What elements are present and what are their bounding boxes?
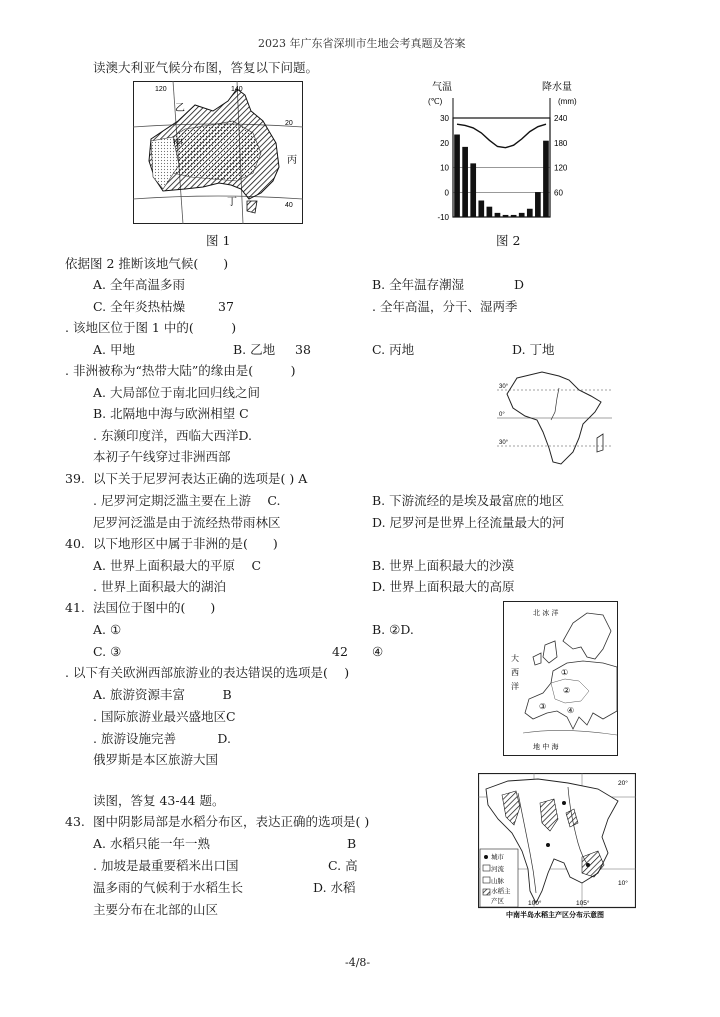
q41-option-d: ④ bbox=[372, 644, 384, 659]
left-tick-1: 20 bbox=[440, 138, 449, 148]
precip-bar-8 bbox=[511, 215, 517, 217]
q38-option-c: . 东濒印度洋，西临大西洋D. bbox=[93, 428, 252, 443]
q36-option-c: C. 全年炎热枯燥 bbox=[93, 299, 186, 314]
se-lat-20: 20° bbox=[618, 780, 628, 787]
marker-4: ④ bbox=[567, 706, 575, 715]
q39-option-a: . 尼罗河定期泛滥主要在上游 C. bbox=[93, 493, 281, 508]
se-lon-105: 105° bbox=[576, 900, 590, 907]
q36-option-d-letter: D bbox=[514, 277, 525, 292]
fig1-lon-120: 120 bbox=[155, 86, 167, 93]
q39-option-c: 尼罗河泛滥是由于流经热带雨林区 bbox=[93, 515, 281, 530]
intro-text: 读澳大利亚气候分布图，答复以下问题。 bbox=[93, 60, 319, 75]
right-tick-2: 120 bbox=[554, 163, 568, 173]
read-instruction: 读图，答复 43-44 题。 bbox=[93, 793, 225, 808]
q40-option-d: D. 世界上面积最大的高原 bbox=[372, 579, 515, 594]
arctic-ocean-label: 北 冰 洋 bbox=[533, 609, 559, 617]
q42-option-b: . 国际旅游业最兴盛地区C bbox=[93, 709, 236, 724]
q42-option-c: . 旅游设施完善 D. bbox=[93, 731, 231, 746]
atlantic-label-3: 洋 bbox=[511, 682, 519, 691]
q38-number: 38 bbox=[295, 342, 311, 357]
q39-stem: 以下关于尼罗河表达正确的选项是( ) A bbox=[93, 471, 308, 486]
q39-option-b: B. 下游流经的是埃及最富庶的地区 bbox=[372, 493, 565, 508]
q37-option-d: D. 丁地 bbox=[512, 342, 555, 357]
marker-2: ② bbox=[563, 686, 571, 695]
fig1-lon-140: 140 bbox=[231, 86, 243, 93]
right-tick-3: 60 bbox=[554, 188, 563, 198]
region-bing: 丙 bbox=[287, 155, 297, 166]
q41-number: 41. bbox=[65, 600, 85, 615]
q41-option-c: C. ③ bbox=[93, 644, 122, 659]
precip-bar-5 bbox=[487, 207, 493, 217]
q43-option-c-letter: C. 高 bbox=[328, 858, 358, 873]
precip-bar-1 bbox=[454, 135, 460, 218]
q38-option-b: B. 北隔地中海与欧洲相望 C bbox=[93, 406, 249, 421]
q43-number: 43. bbox=[65, 814, 85, 829]
fig1-lat-20: 20 bbox=[285, 120, 293, 127]
left-tick-labels bbox=[437, 114, 449, 222]
q42-number: 42 bbox=[332, 644, 348, 659]
q39-option-d: D. 尼罗河是世界上径流量最大的河 bbox=[372, 515, 565, 530]
fig1-lat-40: 40 bbox=[285, 202, 293, 209]
atlantic-label-2: 西 bbox=[511, 668, 519, 677]
region-yi: 乙 bbox=[175, 103, 185, 114]
right-axis-title: 降水量 bbox=[542, 82, 572, 93]
q38-option-d: 本初子午线穿过非洲西部 bbox=[93, 449, 231, 464]
q43-option-c: 温多雨的气候利于水稻生长 bbox=[93, 880, 244, 895]
q37-stem: . 该地区位于图 1 中的( ) bbox=[65, 320, 237, 335]
q39-number: 39. bbox=[65, 471, 85, 486]
se-asia-map-caption: 中南半岛水稻主产区分布示意图 bbox=[506, 910, 604, 919]
q40-option-c: . 世界上面积最大的湖泊 bbox=[93, 579, 226, 594]
page-number: -4/8- bbox=[345, 956, 371, 969]
q40-stem: 以下地形区中属于非洲的是( ) bbox=[93, 536, 278, 551]
legend-rice-2: 产区 bbox=[491, 897, 504, 905]
q43-stem: 图中阴影局部是水稻分布区，表达正确的选项是( ) bbox=[93, 814, 370, 829]
q43-option-b: . 加坡是最重要稻米出口国 bbox=[93, 858, 239, 873]
q41-stem: 法国位于图中的( ) bbox=[93, 600, 216, 615]
q42-option-a: A. 旅游资源丰富 B bbox=[93, 687, 232, 702]
precip-bar-12 bbox=[543, 141, 549, 217]
marker-1: ① bbox=[561, 668, 569, 677]
precip-bar-11 bbox=[535, 192, 541, 217]
atlantic-label-1: 大 bbox=[511, 654, 519, 663]
legend-river: 河流 bbox=[491, 865, 504, 873]
q36-option-a: A. 全年高温多雨 bbox=[93, 277, 185, 292]
marker-3: ③ bbox=[539, 702, 547, 711]
q37-option-b: B. 乙地 bbox=[233, 342, 276, 357]
q40-option-b: B. 世界上面积最大的沙漠 bbox=[372, 558, 515, 573]
q42-option-d: 俄罗斯是本区旅游大国 bbox=[93, 752, 219, 767]
q41-option-a: A. ① bbox=[93, 622, 122, 637]
legend-rice: 水稻主 bbox=[491, 887, 511, 895]
climate-chart bbox=[420, 78, 590, 224]
q36-stem: 依据图 2 推断该地气候( ) bbox=[65, 256, 229, 271]
q36-option-d: . 全年高温，分干、湿两季 bbox=[372, 299, 518, 314]
left-axis-title: 气温 bbox=[432, 82, 452, 93]
precip-bar-4 bbox=[478, 201, 484, 218]
q43-option-a: A. 水稻只能一年一熟 bbox=[93, 836, 210, 851]
fig2-caption: 图 2 bbox=[496, 233, 521, 248]
precip-bar-9 bbox=[519, 213, 525, 217]
region-ding: 丁 bbox=[227, 197, 237, 208]
q43-option-b-letter: B bbox=[347, 836, 357, 851]
q42-stem: . 以下有关欧洲西部旅游业的表达错误的选项是( ) bbox=[65, 665, 350, 680]
q43-option-d-letter: D. 水稻 bbox=[313, 880, 356, 895]
se-lon-100: 100° bbox=[528, 900, 542, 907]
page-header: 2023 年广东省深圳市生地会考真题及答案 bbox=[258, 37, 466, 50]
q37-option-a: A. 甲地 bbox=[93, 342, 135, 357]
precip-bar-3 bbox=[470, 163, 476, 217]
precip-bar-7 bbox=[503, 215, 509, 217]
precip-bar-10 bbox=[527, 209, 533, 217]
left-tick-4: -10 bbox=[437, 213, 449, 222]
legend-city: 城市 bbox=[491, 853, 504, 861]
right-tick-0: 240 bbox=[554, 114, 568, 123]
q37-number: 37 bbox=[218, 299, 234, 314]
q43-option-d: 主要分布在北部的山区 bbox=[93, 902, 219, 917]
q41-option-b: B. ②D. bbox=[372, 622, 414, 637]
q40-number: 40. bbox=[65, 536, 85, 551]
africa-lat-30s: 30° bbox=[499, 440, 509, 446]
q38-stem: . 非洲被称为“热带大陆”的缘由是( ) bbox=[65, 363, 296, 378]
q36-option-b: B. 全年温存潮湿 bbox=[372, 277, 465, 292]
q37-option-c: C. 丙地 bbox=[372, 342, 415, 357]
legend-mountain: 山脉 bbox=[491, 877, 504, 885]
left-tick-0: 30 bbox=[440, 114, 449, 123]
region-jia: 甲 bbox=[173, 139, 183, 150]
australia-climate-map bbox=[133, 81, 303, 224]
temperature-line bbox=[457, 124, 546, 148]
left-tick-3: 0 bbox=[444, 188, 449, 198]
fig1-caption: 图 1 bbox=[206, 233, 231, 248]
africa-lat-0: 0° bbox=[499, 412, 505, 418]
se-lat-10: 10° bbox=[618, 880, 628, 887]
se-asia-rice-map bbox=[478, 773, 636, 921]
mediterranean-label: 地 中 海 bbox=[533, 743, 559, 751]
precip-bar-6 bbox=[495, 213, 501, 217]
africa-lat-30n: 30° bbox=[499, 384, 509, 390]
q40-option-a: A. 世界上面积最大的平原 C bbox=[93, 558, 262, 573]
q38-option-a: A. 大局部位于南北回归线之间 bbox=[93, 385, 260, 400]
left-axis-unit: (℃) bbox=[428, 97, 443, 106]
europe-map bbox=[503, 601, 618, 756]
right-axis-unit: (mm) bbox=[558, 97, 577, 106]
right-tick-labels bbox=[554, 114, 568, 197]
precip-bar-2 bbox=[462, 147, 468, 217]
left-tick-2: 10 bbox=[440, 163, 449, 173]
right-tick-1: 180 bbox=[554, 138, 568, 148]
africa-map bbox=[497, 368, 612, 473]
